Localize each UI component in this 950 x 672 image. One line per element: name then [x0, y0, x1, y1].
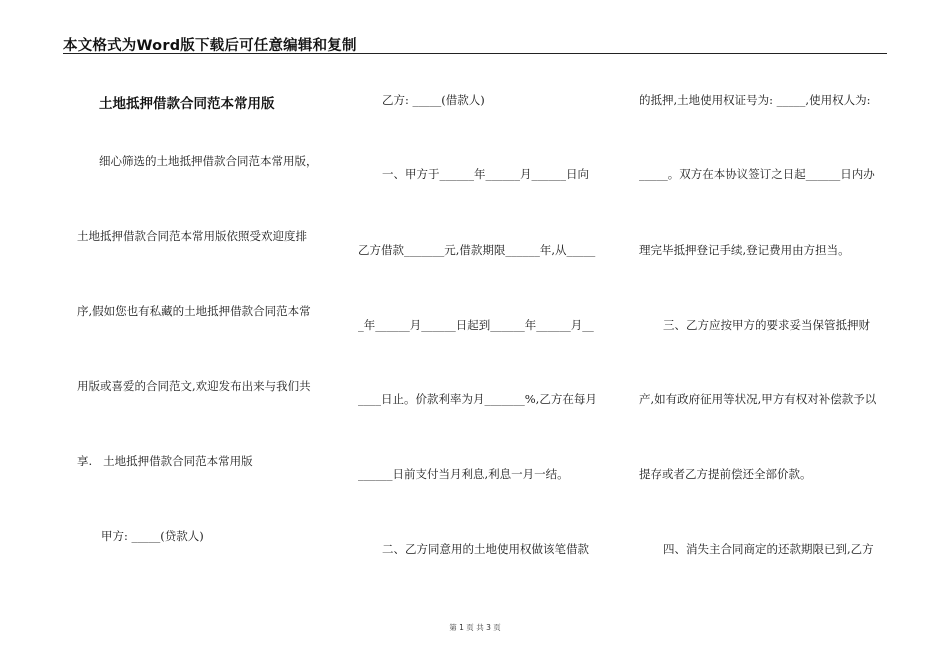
document-header-title: 本文格式为Word版下载后可任意编辑和复制 — [63, 38, 357, 54]
document-title: 土地抵押借款合同范本常用版 — [99, 96, 275, 112]
page-number: 第 1 页 共 3 页 — [449, 623, 501, 632]
paragraph-line: _____。双方在本协议签订之日起______日内办 — [639, 167, 875, 181]
header-divider — [63, 53, 887, 54]
paragraph-line: _年______月______日起到______年______月__ — [358, 318, 594, 332]
paragraph-line: 二、乙方同意用的土地使用权做该笔借款 — [382, 542, 589, 556]
paragraph-line: 用版或喜爱的合同范文,欢迎发布出来与我们共 — [77, 379, 311, 393]
paragraph-line: ____日止。价款利率为月_______%,乙方在每月 — [358, 392, 597, 406]
paragraph-line: 一、甲方于______年______月______日向 — [382, 167, 589, 181]
paragraph-line: 产,如有政府征用等状况,甲方有权对补偿款予以 — [639, 392, 877, 406]
paragraph-line: 三、乙方应按甲方的要求妥当保管抵押财 — [663, 318, 870, 332]
paragraph-line: 乙方: _____(借款人) — [382, 93, 485, 107]
paragraph-line: 提存或者乙方提前偿还全部价款。 — [639, 467, 812, 481]
paragraph-line: 的抵押,土地使用权证号为: _____,使用权人为: — [639, 93, 871, 107]
paragraph-line: 细心筛选的土地抵押借款合同范本常用版， — [99, 154, 318, 168]
paragraph-line: 甲方: _____(贷款人) — [101, 529, 204, 543]
paragraph-line: 土地抵押借款合同范本常用版依照受欢迎度排 — [77, 229, 307, 243]
paragraph-line: 乙方借款_______元,借款期限______年,从_____ — [358, 243, 596, 257]
paragraph-line: 序,假如您也有私藏的土地抵押借款合同范本常 — [77, 304, 311, 318]
paragraph-line: 四、消失主合同商定的还款期限已到,乙方 — [663, 542, 874, 556]
paragraph-line: ______日前支付当月利息,利息一月一结。 — [358, 467, 569, 481]
paragraph-line: 享. 土地抵押借款合同范本常用版 — [77, 454, 253, 468]
paragraph-line: 理完毕抵押登记手续,登记费用由方担当。 — [639, 243, 850, 257]
